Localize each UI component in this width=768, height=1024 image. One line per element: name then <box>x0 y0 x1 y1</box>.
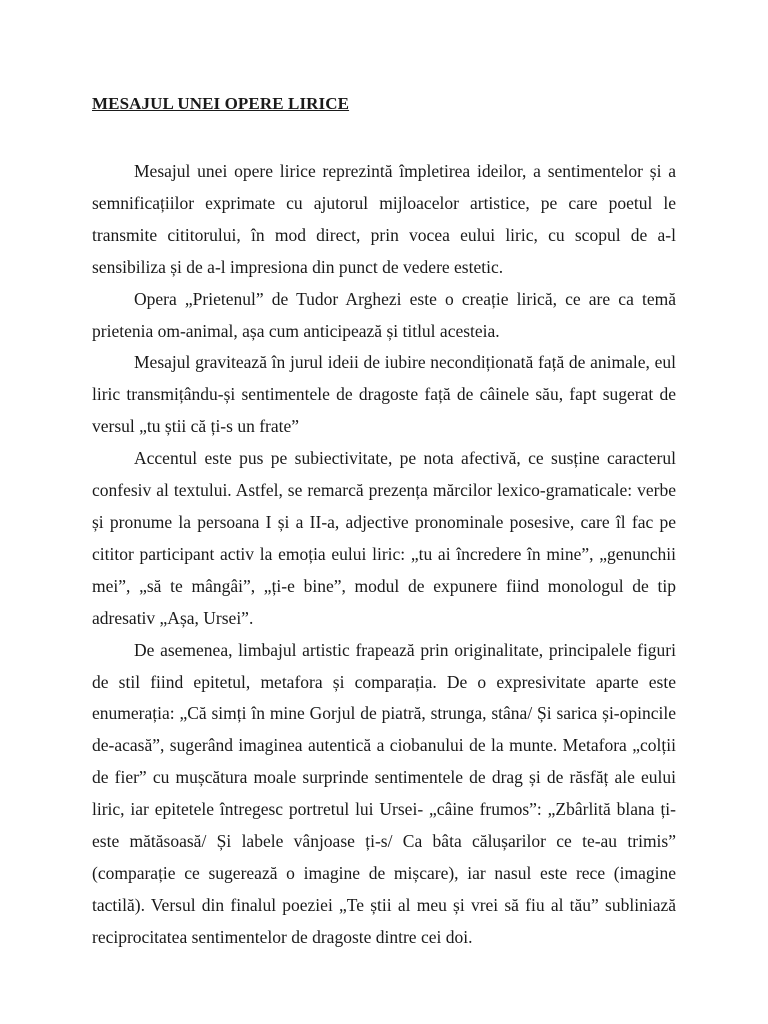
paragraph-4: Accentul este pus pe subiectivitate, pe nota afectivă, ce susține caracterul confesiv al textului. Astfel, se remarcă prezența mărcilor lexico-gramaticale: verbe și pronume la persoana I și a II-a, adjective pronominale posesive, care îl fac pe cititor participant activ la emoția eului liric: „tu ai încredere în mine”, „genunchii mei”, „să te mângâi”, „ți-e bine”, modul de expunere fiind monologul de tip adresativ „Așa, Ursei”. <box>92 448 676 628</box>
paragraph-1: Mesajul unei opere lirice reprezintă împletirea ideilor, a sentimentelor și a semnificațiilor exprimate cu ajutorul mijloacelor artistice, pe care poetul le transmite cititorului, în mod direct, prin vocea eului liric, cu scopul de a-l sensibiliza și de a-l impresiona din punct de vedere estetic. <box>92 161 676 277</box>
paragraph-2: Opera „Prietenul” de Tudor Arghezi este o creație lirică, ce are ca temă prietenia om-animal, așa cum anticipează și titlul acesteia. <box>92 288 676 341</box>
document-body <box>92 90 676 954</box>
document-title: MESAJUL UNEI OPERE LIRICE <box>92 94 350 113</box>
paragraph-3: Mesajul gravitează în jurul ideii de iubire necondiționată față de animale, eul liric transmițându-și sentimentele de dragoste față de câinele său, fapt sugerat de versul „tu știi că ți-s un frate” <box>92 352 676 437</box>
paragraph-5: De asemenea, limbajul artistic frapează prin originalitate, principalele figuri de stil fiind epitetul, metafora și comparația. De o expresivitate aparte este enumerația: „Că simți în mine Gorjul de piatră, strunga, stâna/ Și sarica și-opincile de-acasă”, sugerând imaginea autentică a ciobanului de la munte. Metafora „colții de fier” cu mușcătura moale surprinde sentimentele de drag și de răsfăț ale eului liric, iar epitetele întregesc portretul lui Ursei- „câine frumos”: „Zbârlită blana ți-este mătăsoasă/ Și labele vânjoase ți-s/ Ca bâta călușarilor ce te-au trimis” (comparație ce sugerează o imagine de mișcare), iar nasul este rece (imagine tactilă). Versul din finalul poeziei „Te știi al meu și vrei să fiu al tău” subliniază reciprocitatea sentimentelor de dragoste dintre cei doi. <box>92 639 676 947</box>
